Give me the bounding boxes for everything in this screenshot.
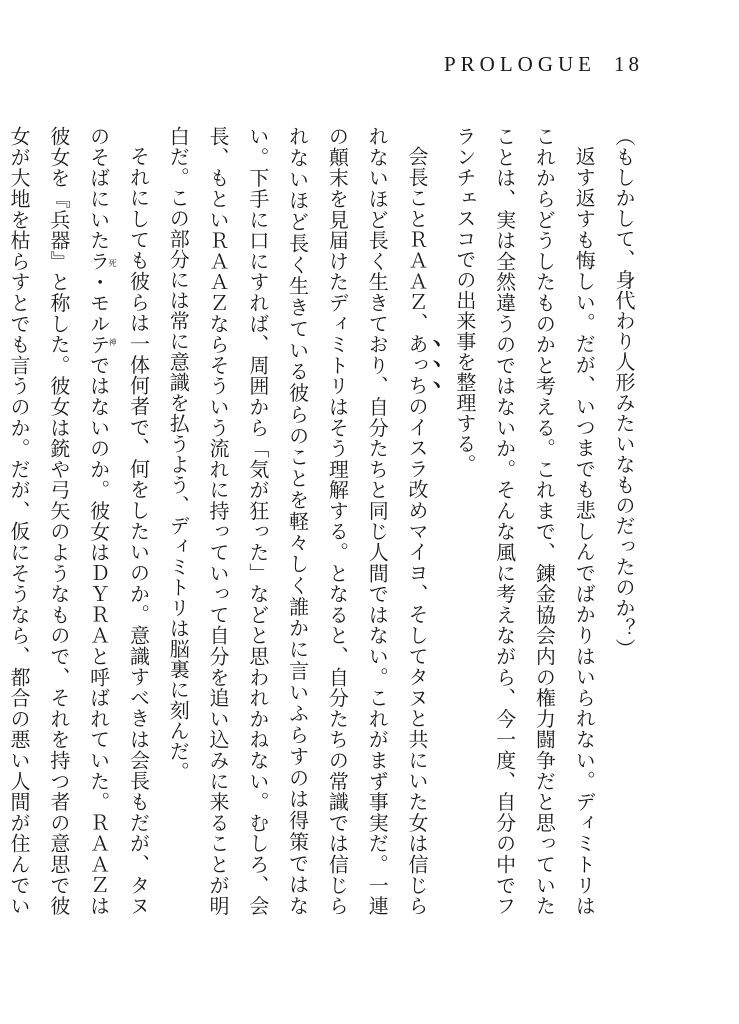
ruby-annotation (86, 250, 118, 355)
paragraph-text-before: それにしても彼らは一体何者で、何をしたいのか。意識すべきは会長もだが、タヌのそばにいた (86, 126, 151, 916)
body-text (7, 126, 643, 917)
paragraph-thought (603, 126, 643, 916)
paragraph-text-after: のイスラ改めマイヨ、そしてタヌと共にいた女は信じられないほど長く生きており、自分たちと同じ人間ではない。これがまず事実だ。一連の顛末を見届けたディミトリはそう理解する。となると、自分たちの常識では信じられないほど長く生きている彼らのことを軽々しく誰かに言いふらすのは得策ではない。下手に口にすれば、周囲から「気が狂った」などと思われかねない。むしろ、会長、もといＲＡＡＺならそういう流れに持っていって自分を追い込みに来ることが明白だ。この部分には常に意識を払うよう、ディミトリは脳裏に刻んだ。 (166, 126, 430, 917)
running-header (444, 52, 643, 77)
ruby-base: ラ・モルテ (86, 250, 111, 355)
ruby-reading: 死神 (108, 250, 118, 355)
page-number: 18 (614, 52, 643, 76)
paragraph-text: （もしかして、身代わり人形みたいなものだったのか？） (612, 126, 636, 659)
emphasis-dots-text: あっち (405, 333, 430, 396)
paragraph (444, 126, 603, 916)
chapter-title: PROLOGUE (443, 52, 596, 76)
paragraph (157, 126, 444, 916)
paragraph-text-after: ではないのか。彼女はＤＹＲＡと呼ばれていた。ＲＡＡＺは彼女を『兵器』と称した。彼女は銃や弓矢のようなもので、それを持つ者の意思で彼女が大地を枯らすとでも言うのか。だが、仮にそうなら、都合の悪い人間が住んでい (7, 126, 111, 917)
paragraph-text-before: 会長ことＲＡＡＺ、 (405, 146, 430, 334)
paragraph-text: 返す返すも悔しい。だが、いつまでも悲しんでばかりはいられない。ディミトリはこれからどうしたものかと考える。これまで、錬金協会内の権力闘争だと思っていたことは、実は全然違うのではないか。そんな風に考えながら、今一度、自分の中でフランチェスコでの出来事を整理する。 (452, 126, 597, 917)
paragraph (0, 126, 157, 916)
